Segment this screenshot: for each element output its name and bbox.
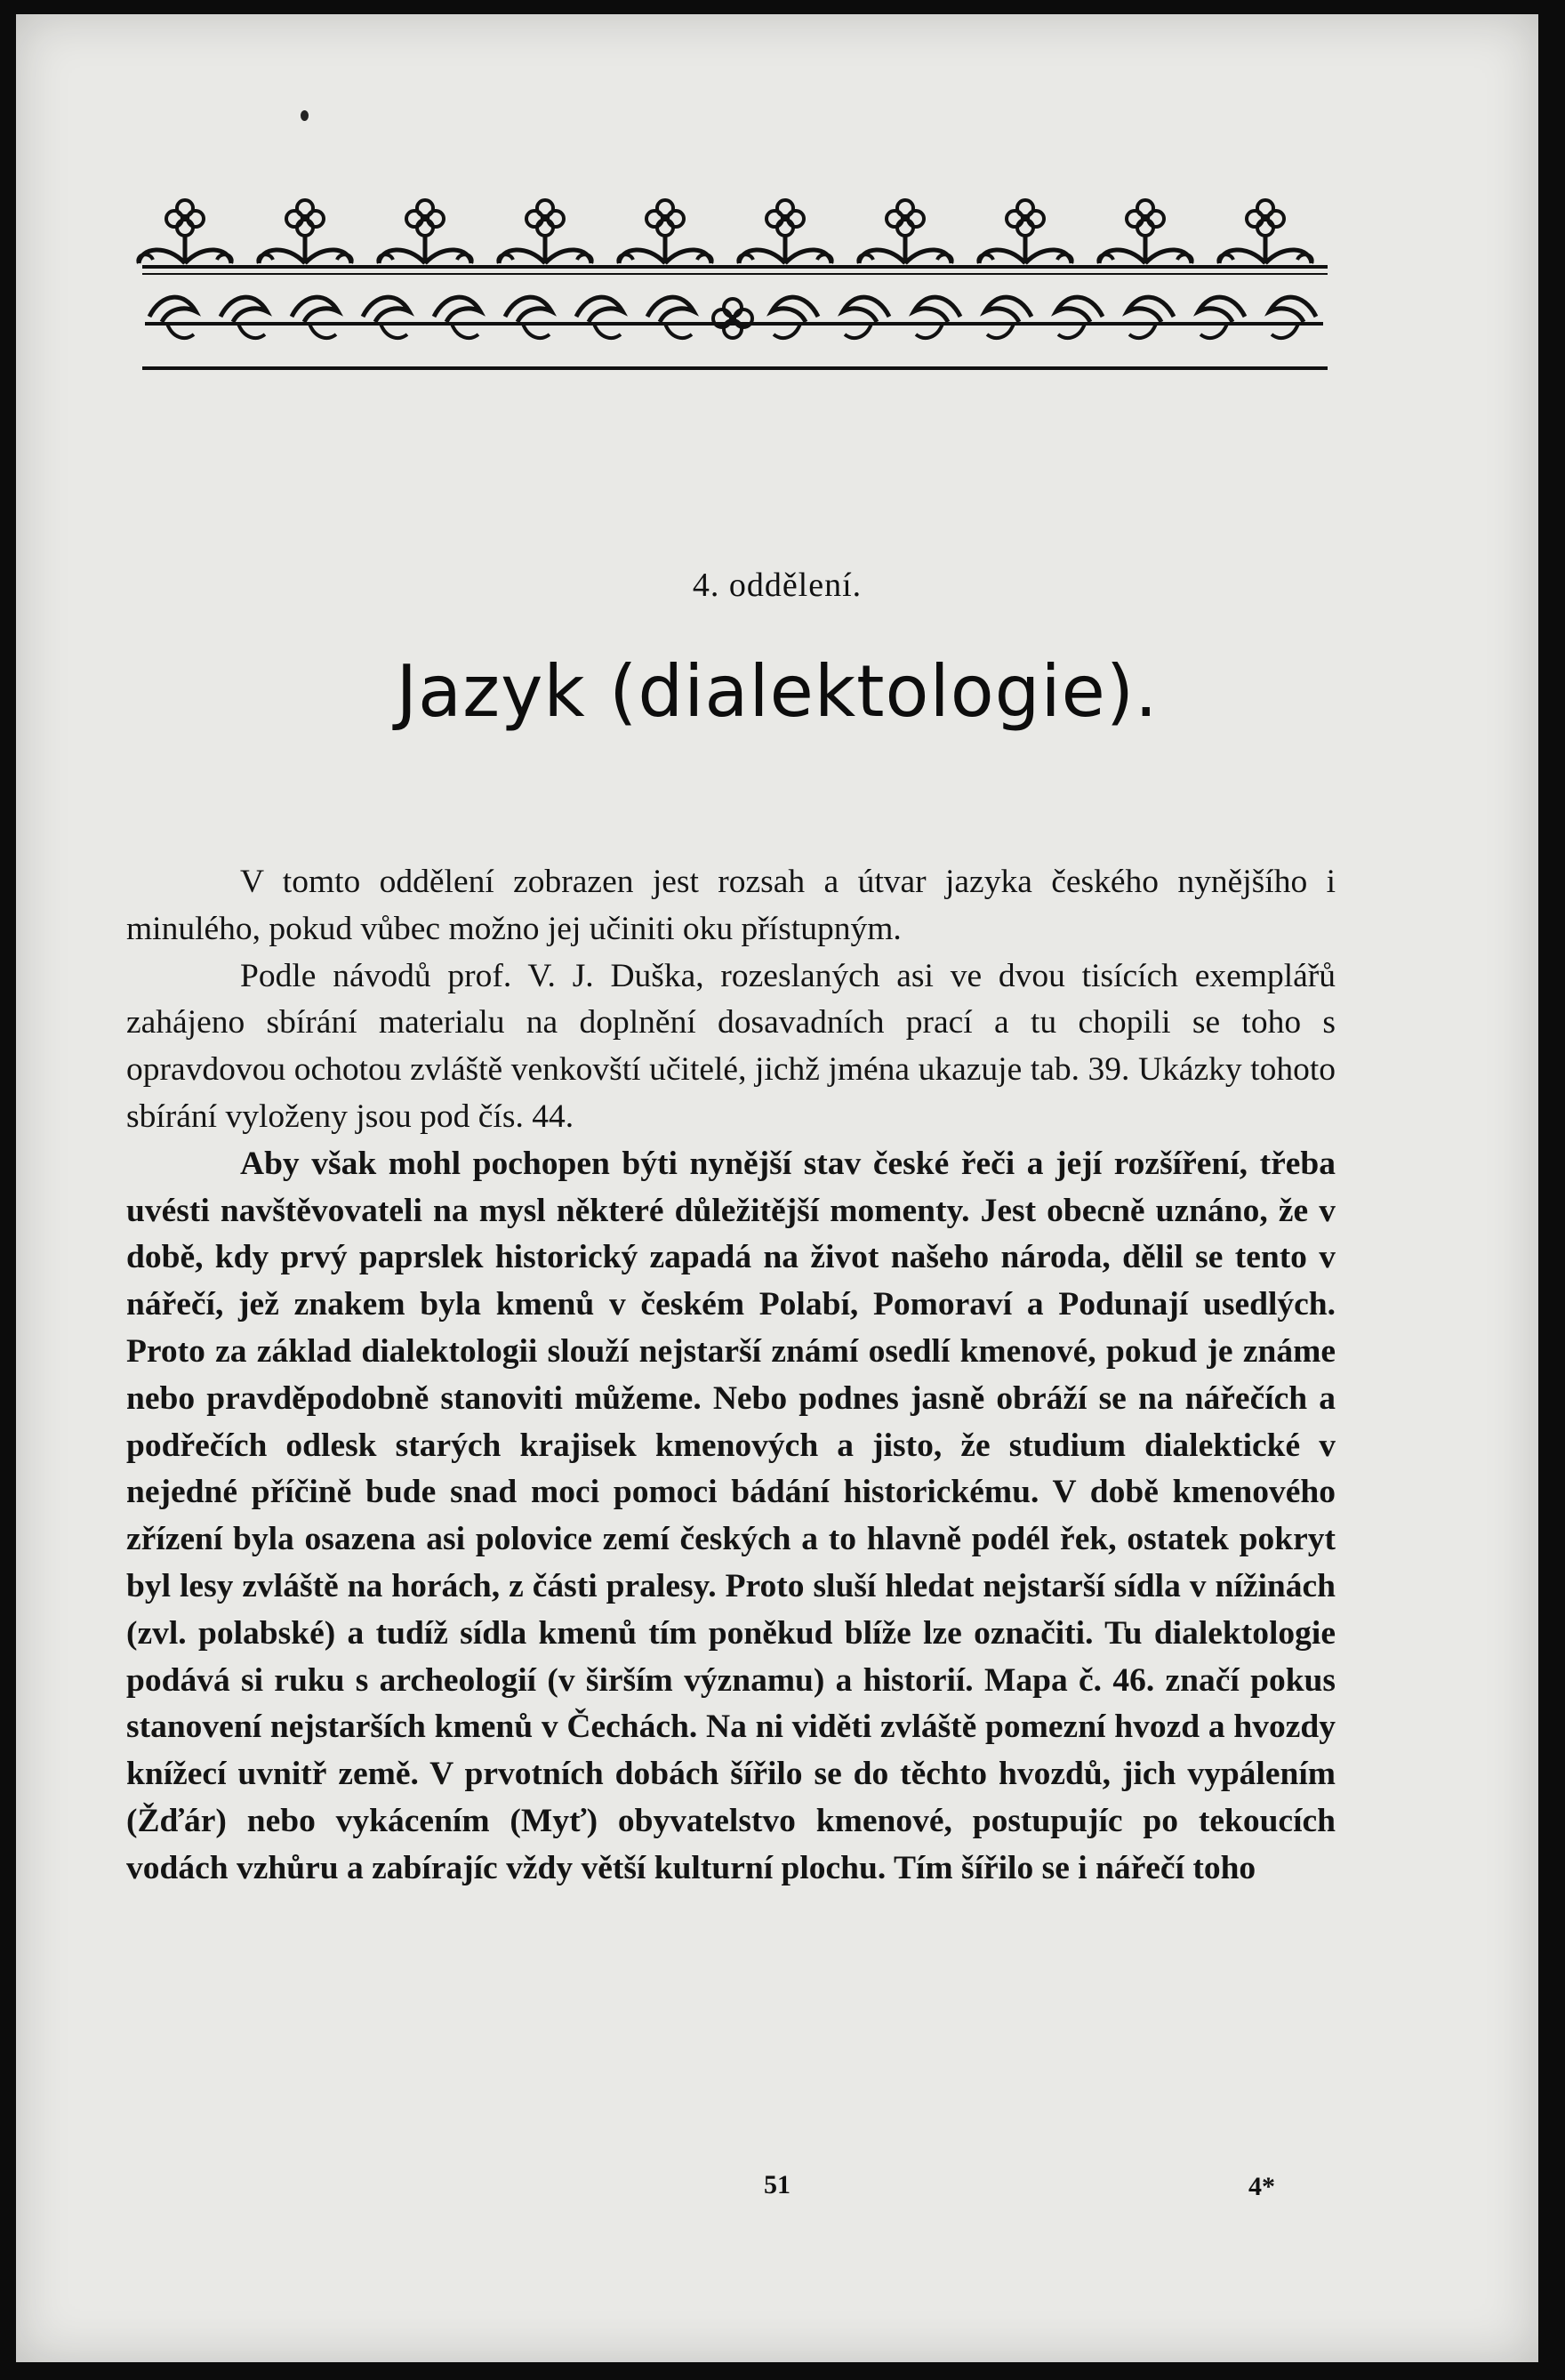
paragraph: V tomto oddělení zobrazen jest rozsah a útvar jazyka českého nynějšího i minulého, pokud vůbec možno jej učiniti oku přístupným. — [126, 864, 1336, 947]
book-page — [16, 14, 1538, 2362]
signature-mark: 4* — [1248, 2172, 1275, 2201]
body-text — [126, 859, 1336, 1893]
paragraph: Podle návodů prof. V. J. Duška, rozeslaných asi ve dvou tisících exemplářů zahájeno sbírání materialu na doplnění dosavadních prací a tu chopili se toho s opravdovou ochotou zvláště venkovští učitelé, jichž jména ukazuje tab. 39. Ukázky tohoto sbírání vyloženy jsou pod čís. 44. — [126, 957, 1336, 1135]
paragraph: Aby však mohl pochopen býti nynější stav české řeči a její rozšíření, třeba uvésti navštěvovateli na mysl některé důležitější momenty. Jest obecně uznáno, že v době, kdy prvý paprslek historický zapadá na život našeho národa, dělil se tento v nářečí, jež znakem byla kmenů v českém Polabí, Pomoraví a Podunají usedlých. Proto za základ dialektologii slouží nejstarší známí osedlí kmenové, pokud je známe nebo pravděpodobně stanoviti můžeme. Nebo podnes jasně obráží se na nářečích a podřečích odlesk starých krajisek kmenových a jisto, že studium dialektické v nejedné příčině bude snad moci pomoci bádání historickému. V době kmenového zřízení byla osazena asi polovice zemí českých a to hlavně podél řek, ostatek pokryt byl lesy zvláště na horách, z části pralesy. Proto sluší hledat nejstarší sídla v nížinách (zvl. polabské) a tudíž sídla kmenů tím poněkud blíže lze označiti. Tu dialektologie podává si ruku s archeologií (v širším významu) a historií. Mapa č. 46. značí pokus stanovení nejstarších kmenů v Čechách. Na ni viděti zvláště pomezní hvozd a hvozdy knížecí uvnitř země. V prvotních dobách šířilo se do těchto hvozdů, jich vypálením (Žďár) nebo vykácením (Myť) obyvatelstvo kmenové, postupujíc po tekoucích vodách vzhůru a zabírajíc vždy větší kulturní plochu. Tím šířilo se i nářečí toho — [126, 1145, 1336, 1886]
section-label: 4. oddělení. — [692, 567, 863, 604]
chapter-title: Jazyk (dialektologie). — [396, 650, 1159, 733]
print-speck — [301, 110, 309, 121]
floral-ornament-band — [132, 174, 1334, 388]
page-number: 51 — [764, 2170, 791, 2199]
